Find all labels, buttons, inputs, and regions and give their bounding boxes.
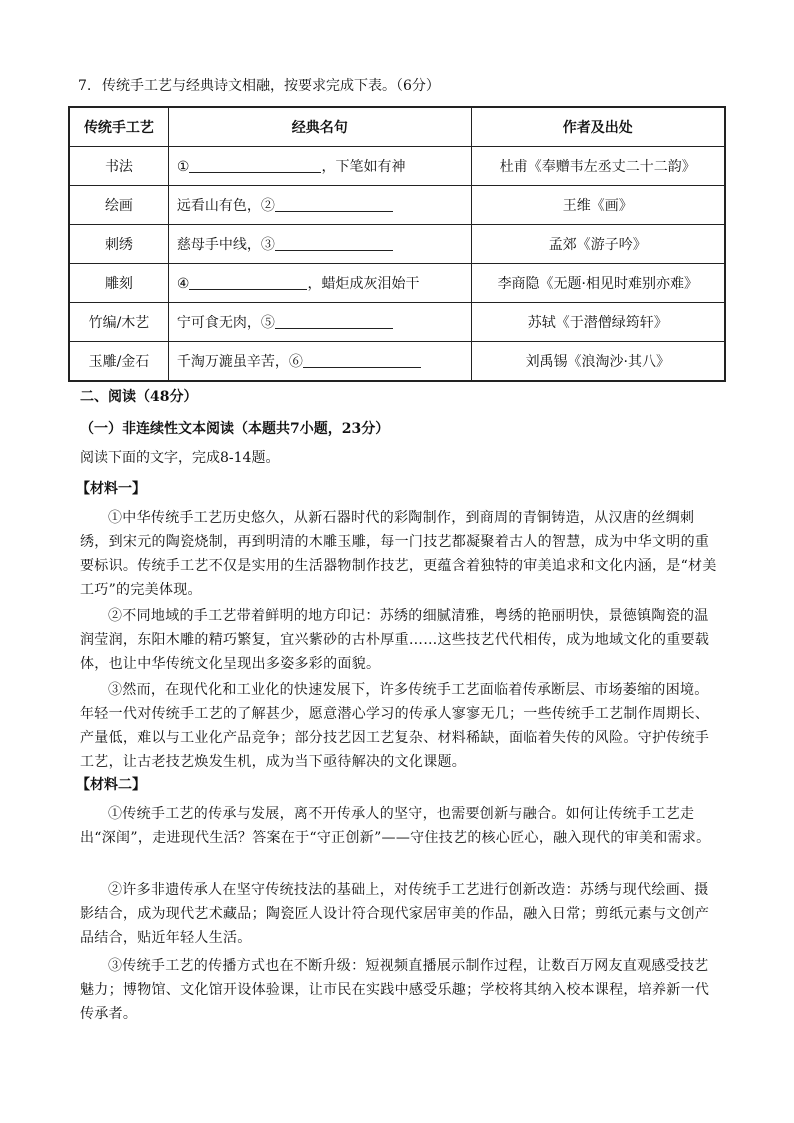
verse-cell bbox=[168, 147, 471, 186]
verse-cell bbox=[168, 225, 471, 264]
answer-blank[interactable] bbox=[189, 157, 321, 173]
craft-cell: 竹编/木艺 bbox=[69, 303, 168, 342]
table-row bbox=[69, 264, 725, 303]
reading-instruction: 阅读下面的文字，完成8-14题。 bbox=[80, 450, 280, 466]
verse-prefix: 慈母手中线， bbox=[176, 237, 261, 253]
verse-cell bbox=[168, 186, 471, 225]
craft-cell: 刺绣 bbox=[69, 225, 168, 264]
answer-blank[interactable] bbox=[275, 235, 393, 251]
question-number: 7. bbox=[78, 78, 92, 94]
blank-number-mark: ③ bbox=[260, 237, 275, 253]
verse-prefix: 宁可食无肉， bbox=[176, 315, 261, 331]
answer-blank[interactable] bbox=[275, 196, 393, 212]
table-header-row bbox=[69, 107, 725, 147]
material-1-para-3: ③然而，在现代化和工业化的快速发展下，许多传统手工艺面临着传承断层、市场萎缩的困境。年轻一代对传统手工艺的了解甚少，愿意潜心学习的传承人寥寥无几；一些传统手工艺制作周期长、产量低，难以与工业化产品竞争；部分技艺因工艺复杂、材料稀缺，面临着失传的风险。守护传统手工艺，让古老技艺焕发生机，成为当下亟待解决的文化课题。 bbox=[80, 682, 710, 770]
blank-number-mark: ⑤ bbox=[260, 315, 275, 331]
material-2-title: 【材料二】 bbox=[76, 777, 146, 793]
blank-number-mark: ① bbox=[176, 159, 190, 175]
table-row bbox=[69, 303, 725, 342]
material-2-para-3: ③传统手工艺的传播方式也在不断升级：短视频直播展示制作过程，让数百万网友直观感受技艺魅力；博物馆、文化馆开设体验课，让市民在实践中感受乐趣；学校将其纳入校本课程，培养新一代传承者。 bbox=[80, 958, 710, 1022]
table-row bbox=[69, 147, 725, 186]
material-2-para-1: ①传统手工艺的传承与发展，离不开传承人的坚守，也需要创新与融合。如何让传统手工艺走出“深闺”，走进现代生活？答案在于“守正创新”——守住技艺的核心匠心，融入现代的审美和需求。 bbox=[80, 806, 711, 846]
header-verse: 经典名句 bbox=[168, 107, 471, 147]
craft-cell: 书法 bbox=[69, 147, 168, 186]
table-row bbox=[69, 186, 725, 225]
section-2-heading: 二、阅读（48分） bbox=[80, 389, 198, 405]
subsection-1-heading: （一）非连续性文本阅读（本题共7小题，23分） bbox=[80, 421, 390, 437]
verse-prefix: 千淘万漉虽辛苦， bbox=[176, 354, 289, 370]
source-cell: 苏轼《于潜僧绿筠轩》 bbox=[471, 303, 725, 342]
verse-cell bbox=[168, 342, 471, 382]
header-craft: 传统手工艺 bbox=[69, 107, 168, 147]
craft-cell: 玉雕/金石 bbox=[69, 342, 168, 382]
verse-cell bbox=[168, 264, 471, 303]
source-cell: 刘禹锡《浪淘沙·其八》 bbox=[471, 342, 725, 382]
answer-blank[interactable] bbox=[303, 352, 421, 368]
blank-number-mark: ② bbox=[260, 198, 275, 214]
source-cell: 杜甫《奉赠韦左丞丈二十二韵》 bbox=[471, 147, 725, 186]
blank-number-mark: ④ bbox=[176, 276, 190, 292]
material-1-title: 【材料一】 bbox=[76, 481, 146, 497]
verse-cell bbox=[168, 303, 471, 342]
question-text: 传统手工艺与经典诗文相融，按要求完成下表。（6分） bbox=[102, 78, 440, 94]
table-row bbox=[69, 225, 725, 264]
craft-poetry-table bbox=[68, 106, 726, 382]
verse-suffix: ，蜡炬成灰泪始干 bbox=[307, 276, 420, 292]
header-source: 作者及出处 bbox=[471, 107, 725, 147]
blank-number-mark: ⑥ bbox=[288, 354, 303, 370]
verse-prefix: 远看山有色， bbox=[176, 198, 261, 214]
verse-suffix: ，下笔如有神 bbox=[321, 159, 406, 175]
source-cell: 李商隐《无题·相见时难别亦难》 bbox=[471, 264, 725, 303]
source-cell: 孟郊《游子吟》 bbox=[471, 225, 725, 264]
craft-cell: 绘画 bbox=[69, 186, 168, 225]
source-cell: 王维《画》 bbox=[471, 186, 725, 225]
answer-blank[interactable] bbox=[189, 274, 307, 290]
answer-blank[interactable] bbox=[275, 313, 393, 329]
table-row bbox=[69, 342, 725, 382]
material-2-para-2: ②许多非遗传承人在坚守传统技法的基础上，对传统手工艺进行创新改造：苏绣与现代绘画、摄影结合，成为现代艺术藏品；陶瓷匠人设计符合现代家居审美的作品，融入日常；剪纸元素与文创产品结合，贴近年轻人生活。 bbox=[80, 882, 710, 946]
material-1-para-1: ①中华传统手工艺历史悠久，从新石器时代的彩陶制作，到商周的青铜铸造，从汉唐的丝绸刺绣，到宋元的陶瓷烧制，再到明清的木雕玉雕，每一门技艺都凝聚着古人的智慧，成为中华文明的重要标识。传统手工艺不仅是实用的生活器物制作技艺，更蕴含着独特的审美追求和文化内涵，是“材美工巧”的完美体现。 bbox=[80, 510, 717, 598]
craft-cell: 雕刻 bbox=[69, 264, 168, 303]
material-1-para-2: ②不同地域的手工艺带着鲜明的地方印记：苏绣的细腻清雅，粤绣的艳丽明快，景德镇陶瓷的温润莹润，东阳木雕的精巧繁复，宜兴紫砂的古朴厚重……这些技艺代代相传，成为地域文化的重要载体，也让中华传统文化呈现出多姿多彩的面貌。 bbox=[80, 608, 710, 672]
question-7 bbox=[78, 75, 440, 95]
